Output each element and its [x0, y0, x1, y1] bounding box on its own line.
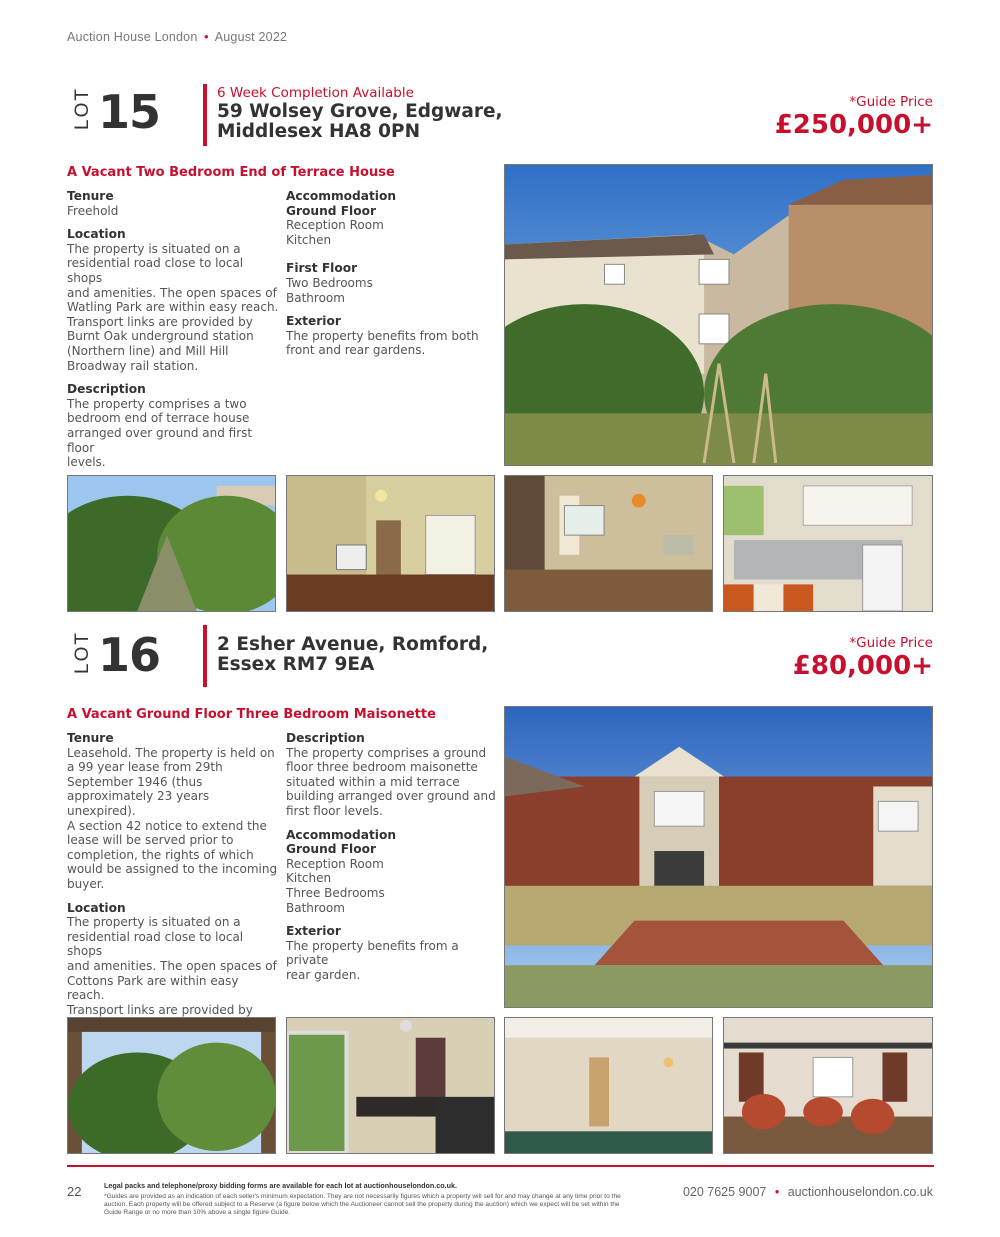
- issue-date: August 2022: [214, 30, 288, 44]
- exterior-text: The property benefits from a private rear garden.: [286, 938, 459, 982]
- property-address-line2: Essex RM7 9EA: [217, 654, 375, 675]
- title-rule: [203, 84, 207, 146]
- details-left-column: [67, 731, 279, 1055]
- lot-label: LOT: [72, 87, 93, 130]
- location-block: [67, 227, 279, 373]
- location-heading: Location: [67, 227, 126, 242]
- tenure-heading: Tenure: [67, 189, 114, 203]
- property-address-line2: Middlesex HA8 0PN: [217, 121, 421, 142]
- accommodation-heading: Accommodation: [286, 189, 397, 203]
- ground-floor-text: Reception Room Kitchen: [286, 218, 384, 247]
- property-main-photo: [504, 706, 933, 1008]
- tenure-heading: Tenure: [67, 731, 114, 745]
- lot-label: LOT: [72, 631, 93, 674]
- accommodation-block: [286, 828, 500, 916]
- guide-price-label: *Guide Price: [849, 94, 933, 110]
- page-number: 22: [67, 1184, 82, 1199]
- bedroom-photo: [504, 1017, 713, 1154]
- kitchen-photo: [286, 1017, 495, 1154]
- accommodation-block: [286, 189, 498, 247]
- first-floor-heading: First Floor: [286, 261, 358, 276]
- website-link[interactable]: auctionhouselondon.co.uk: [787, 1185, 933, 1199]
- legal-packs-note: Legal packs and telephone/proxy bidding forms are available for each lot at auctionhouselondon.co.uk.: [104, 1181, 458, 1190]
- description-text: The property comprises a ground floor three bedroom maisonette situated within a mid terrace building arranged over ground and first floor levels.: [286, 745, 496, 818]
- first-floor-text: Two Bedrooms Bathroom: [286, 275, 373, 305]
- location-heading: Location: [67, 900, 126, 915]
- lot-number: 16: [98, 628, 161, 682]
- guide-disclaimer: *Guides are provided as an indication of each seller's minimum expectation. They are not necessarily figures which a property will sell for and may change at any time prior to the auction. Each property will be offered subject to a Reserve (a figure below which the Auctioneer cannot sell the property during the auction) which we expect will be set within the Guide Range or no more than 10% above a single figure Guide.: [104, 1193, 621, 1216]
- living-room-photo: [723, 1017, 933, 1154]
- details-right-column: [286, 731, 500, 992]
- property-main-photo: [504, 164, 933, 466]
- property-address-line1: 59 Wolsey Grove, Edgware,: [217, 101, 503, 122]
- description-block: [67, 382, 279, 470]
- exterior-block: [286, 924, 500, 982]
- tenure-block: [67, 189, 279, 218]
- tenure-text: Leasehold. The property is held on a 99 year lease from 29th September 1946 (thus approximately 23 years unexpired). A section 42 notice to extend the lease will be served prior to completion, the rights of which would be assigned to the incoming buyer.: [67, 745, 278, 891]
- accommodation-heading: Accommodation: [286, 827, 397, 842]
- location-text: The property is situated on a residential road close to local shops and amenities. The open spaces of Cottons Park are within easy reach. Transport links are provided by: [67, 915, 277, 1017]
- exterior-heading: Exterior: [286, 314, 341, 329]
- ground-floor-heading: Ground Floor: [286, 842, 376, 857]
- property-subtitle: A Vacant Ground Floor Three Bedroom Maisonette: [67, 707, 436, 722]
- garden-photo: [67, 475, 276, 612]
- property-address-line1: 2 Esher Avenue, Romford,: [217, 634, 489, 655]
- kitchen-photo: [723, 475, 933, 612]
- ground-floor-text: Reception Room Kitchen Three Bedrooms Bathroom: [286, 856, 385, 915]
- phone-number: 020 7625 9007: [682, 1185, 767, 1199]
- description-heading: Description: [286, 731, 365, 745]
- title-rule: [203, 625, 207, 687]
- header-separator: •: [204, 30, 209, 44]
- page-header: [67, 30, 287, 44]
- reception-room-photo: [286, 475, 495, 612]
- exterior-block: [286, 314, 498, 358]
- tenure-text: Freehold: [67, 203, 119, 218]
- description-heading: Description: [67, 382, 146, 397]
- details-left-column: [67, 189, 279, 479]
- lot-number: 15: [98, 85, 161, 139]
- exterior-heading: Exterior: [286, 924, 341, 939]
- bedroom-photo: [504, 475, 713, 612]
- tenure-block: [67, 731, 279, 892]
- completion-note: 6 Week Completion Available: [217, 85, 414, 101]
- guide-price: £250,000+: [774, 110, 933, 140]
- rear-garden-photo: [67, 1017, 276, 1154]
- contact-separator: •: [774, 1185, 780, 1199]
- first-floor-block: [286, 261, 498, 305]
- details-right-column: [286, 189, 498, 367]
- guide-price: £80,000+: [792, 651, 933, 681]
- ground-floor-heading: Ground Floor: [286, 203, 376, 218]
- footer-rule: [67, 1165, 934, 1167]
- contact-info: [683, 1185, 933, 1199]
- exterior-text: The property benefits from both front and rear gardens.: [286, 328, 479, 358]
- description-text: The property comprises a two bedroom end of terrace house arranged over ground and first floor levels.: [67, 396, 253, 470]
- description-block: [286, 731, 500, 819]
- location-text: The property is situated on a residential road close to local shops and amenities. The open spaces of Watling Park are within easy reach. Transport links are provided by Burnt Oak underground station (Northern line) and Mill Hill Broadway rail station.: [67, 241, 279, 373]
- publisher-name: Auction House London: [67, 30, 198, 44]
- guide-price-label: *Guide Price: [849, 635, 933, 651]
- property-subtitle: A Vacant Two Bedroom End of Terrace House: [67, 165, 395, 180]
